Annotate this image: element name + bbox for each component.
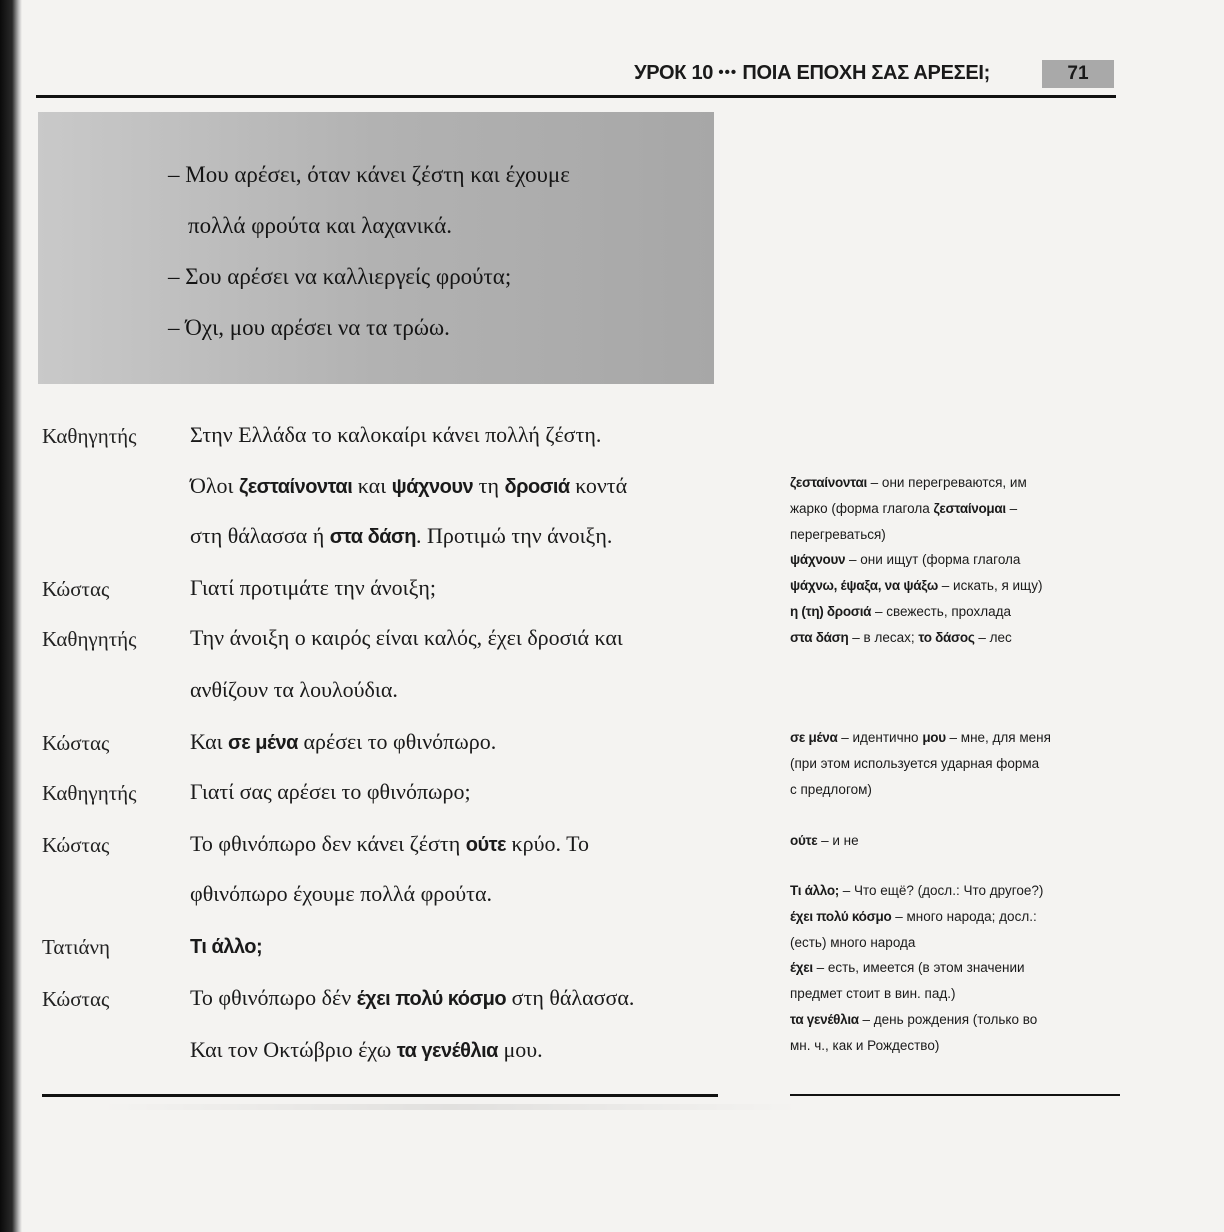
- gloss-term: Τι άλλο;: [790, 883, 839, 898]
- speaker-name: Κώστας: [42, 731, 110, 755]
- gloss-line: [790, 522, 1120, 548]
- speaker-name: Καθηγητής: [42, 781, 137, 805]
- vocab-term: ψάχνουν: [391, 476, 474, 498]
- text-segment: Την άνοιξη ο καιρός είναι καλός, έχει δροσιά και: [190, 625, 623, 650]
- gloss-line: [790, 470, 1120, 496]
- lesson-label: УРОК 10: [634, 62, 714, 84]
- text-segment: στη θάλασσα ή: [190, 523, 330, 548]
- speaker-name: Τατιάνη: [42, 935, 110, 959]
- gloss-term: ψάχνουν: [790, 552, 846, 568]
- gloss-line: [790, 1033, 1120, 1059]
- box-line: – Όχι, μου αρέσει να τα τρώω.: [168, 315, 450, 340]
- text-segment: κοντά: [569, 473, 628, 498]
- speaker-name: Κώστας: [42, 987, 110, 1011]
- gloss-text: – мне, для меня: [945, 730, 1051, 745]
- gloss-text: жарко (форма глагола: [790, 500, 934, 516]
- dialogue-line: [190, 422, 601, 448]
- gloss-text: – день рождения (только во: [858, 1011, 1038, 1027]
- gloss-term: έχει: [790, 960, 813, 976]
- lesson-title: ΠΟΙΑ ΕΠΟΧΗ ΣΑΣ ΑΡΕΣΕΙ;: [742, 62, 990, 84]
- text-segment: μου.: [497, 1037, 543, 1062]
- text-segment: κρύο. Το: [506, 831, 589, 856]
- print-shadow: [100, 1104, 800, 1110]
- gloss-term: το δάσος: [918, 629, 975, 645]
- gloss-term: ζεσταίνομαι: [933, 500, 1006, 516]
- vocab-term: στα δάση: [329, 526, 416, 548]
- gloss-text: мн. ч., как и Рождество): [790, 1037, 940, 1053]
- dialogue-line: [190, 779, 471, 805]
- gloss-text: – есть, имеется (в этом значении: [812, 960, 1025, 976]
- text-segment: τη: [473, 473, 505, 498]
- gloss-line: [790, 1007, 1120, 1033]
- gloss-term: ούτε: [790, 833, 818, 848]
- header-rule: [36, 95, 1116, 98]
- speaker-name: Κώστας: [42, 833, 110, 857]
- example-box: [38, 112, 714, 384]
- gloss-line: [790, 981, 1120, 1007]
- text-segment: ανθίζουν τα λουλούδια.: [190, 677, 398, 702]
- gloss-line: [790, 955, 1120, 981]
- gloss-text: – много народа; досл.:: [891, 908, 1037, 924]
- dialogue-line: [190, 933, 262, 959]
- glossary-note: [790, 828, 1120, 854]
- page-number: 71: [1042, 60, 1114, 88]
- box-line: – Μου αρέσει, όταν κάνει ζέστη και έχουμε: [168, 162, 570, 187]
- gloss-text: – они ищут (форма глагола: [845, 552, 1021, 568]
- vocab-term: Τι άλλο;: [190, 936, 263, 958]
- gloss-text: перегреваться): [790, 526, 886, 542]
- dialogue-line: [190, 831, 589, 857]
- text-segment: αρέσει το φθινόπωρο.: [297, 729, 497, 754]
- vocab-term: τα γενέθλια: [396, 1040, 498, 1062]
- gloss-term: σε μένα: [790, 730, 838, 745]
- gloss-text: с предлогом): [790, 781, 872, 797]
- gloss-line: [790, 904, 1120, 930]
- box-line: πολλά φρούτα και λαχανικά.: [188, 213, 453, 238]
- gloss-line: [790, 573, 1120, 599]
- box-line: – Σου αρέσει να καλλιεργείς φρούτα;: [168, 264, 512, 289]
- gloss-text: – и не: [817, 833, 859, 848]
- text-segment: Το φθινόπωρο δέν: [190, 985, 357, 1010]
- gloss-term: τα γενέθλια: [790, 1011, 859, 1027]
- gloss-line: [790, 625, 1120, 651]
- gloss-text: –: [1005, 500, 1018, 516]
- gloss-text: – лес: [974, 629, 1012, 645]
- speaker-name: Καθηγητής: [42, 424, 137, 448]
- text-segment: Το φθινόπωρο δεν κάνει ζέστη: [190, 831, 466, 856]
- gloss-line: [790, 751, 1120, 777]
- dialogue-line: [190, 625, 623, 651]
- dialogue-line: [190, 985, 634, 1011]
- gloss-text: – свежесть, прохлада: [871, 603, 1012, 619]
- dialogue-line: [190, 729, 496, 755]
- glossary-note: [790, 725, 1120, 802]
- text-segment: . Προτιμώ την άνοιξη.: [415, 523, 613, 548]
- text-segment: Γιατί σας αρέσει το φθινόπωρο;: [190, 779, 471, 804]
- gloss-text: – они перегреваются, им: [866, 475, 1027, 490]
- gloss-term: στα δάση: [790, 629, 849, 645]
- dialogue-line: [190, 677, 398, 703]
- vocab-term: έχει πολύ κόσμο: [356, 988, 507, 1010]
- gloss-line: [790, 777, 1120, 803]
- footer-rule: [790, 1094, 1120, 1096]
- gloss-line: [790, 725, 1120, 751]
- gloss-line: [790, 878, 1120, 904]
- text-segment: Όλοι: [190, 473, 239, 498]
- vocab-term: ούτε: [465, 834, 507, 856]
- gloss-text: (при этом используется ударная форма: [790, 755, 1040, 771]
- book-spine-shadow: [0, 0, 22, 1232]
- text-segment: Και: [190, 729, 229, 754]
- dialogue-line: [190, 1037, 543, 1063]
- gloss-line: [790, 547, 1120, 573]
- vocab-term: σε μένα: [228, 732, 298, 754]
- text-segment: Και τον Οκτώβριο έχω: [190, 1037, 397, 1062]
- gloss-text: – в лесах;: [848, 629, 919, 645]
- gloss-text: – идентично: [837, 730, 923, 745]
- gloss-text: – Что ещё? (досл.: Что другое?): [839, 883, 1044, 898]
- vocab-term: δροσιά: [504, 476, 570, 498]
- gloss-term: έχει πολύ κόσμο: [790, 908, 892, 924]
- vocab-term: ζεσταίνονται: [238, 476, 353, 498]
- gloss-text: (есть) много народа: [790, 934, 916, 950]
- gloss-line: [790, 930, 1120, 956]
- gloss-term: η (τη) δροσιά: [790, 603, 872, 619]
- gloss-text: – искать, я ищу): [938, 578, 1043, 594]
- text-segment: στη θάλασσα.: [506, 985, 635, 1010]
- speaker-name: Καθηγητής: [42, 627, 137, 651]
- gloss-term: ζεσταίνονται: [790, 475, 867, 490]
- dialogue-line: [190, 473, 627, 499]
- running-header: [520, 62, 990, 85]
- gloss-line: [790, 599, 1120, 625]
- gloss-text: предмет стоит в вин. пад.): [790, 986, 956, 1002]
- dialogue-line: [190, 523, 612, 549]
- text-segment: και: [352, 473, 392, 498]
- gloss-line: [790, 496, 1120, 522]
- dialogue-line: [190, 575, 436, 601]
- text-segment: φθινόπωρο έχουμε πολλά φρούτα.: [190, 881, 493, 906]
- header-dots: •••: [718, 64, 738, 81]
- text-segment: Στην Ελλάδα το καλοκαίρι κάνει πολλή ζέστη.: [190, 422, 602, 447]
- glossary-note: [790, 878, 1120, 1059]
- footer-rule: [42, 1094, 718, 1097]
- dialogue-line: [190, 881, 492, 907]
- gloss-term: μου: [922, 730, 946, 745]
- gloss-term: ψάχνω, έψαξα, να ψάξω: [790, 578, 939, 594]
- glossary-note: [790, 470, 1120, 651]
- gloss-line: [790, 828, 1120, 854]
- text-segment: Γιατί προτιμάτε την άνοιξη;: [190, 575, 437, 600]
- speaker-name: Κώστας: [42, 577, 110, 601]
